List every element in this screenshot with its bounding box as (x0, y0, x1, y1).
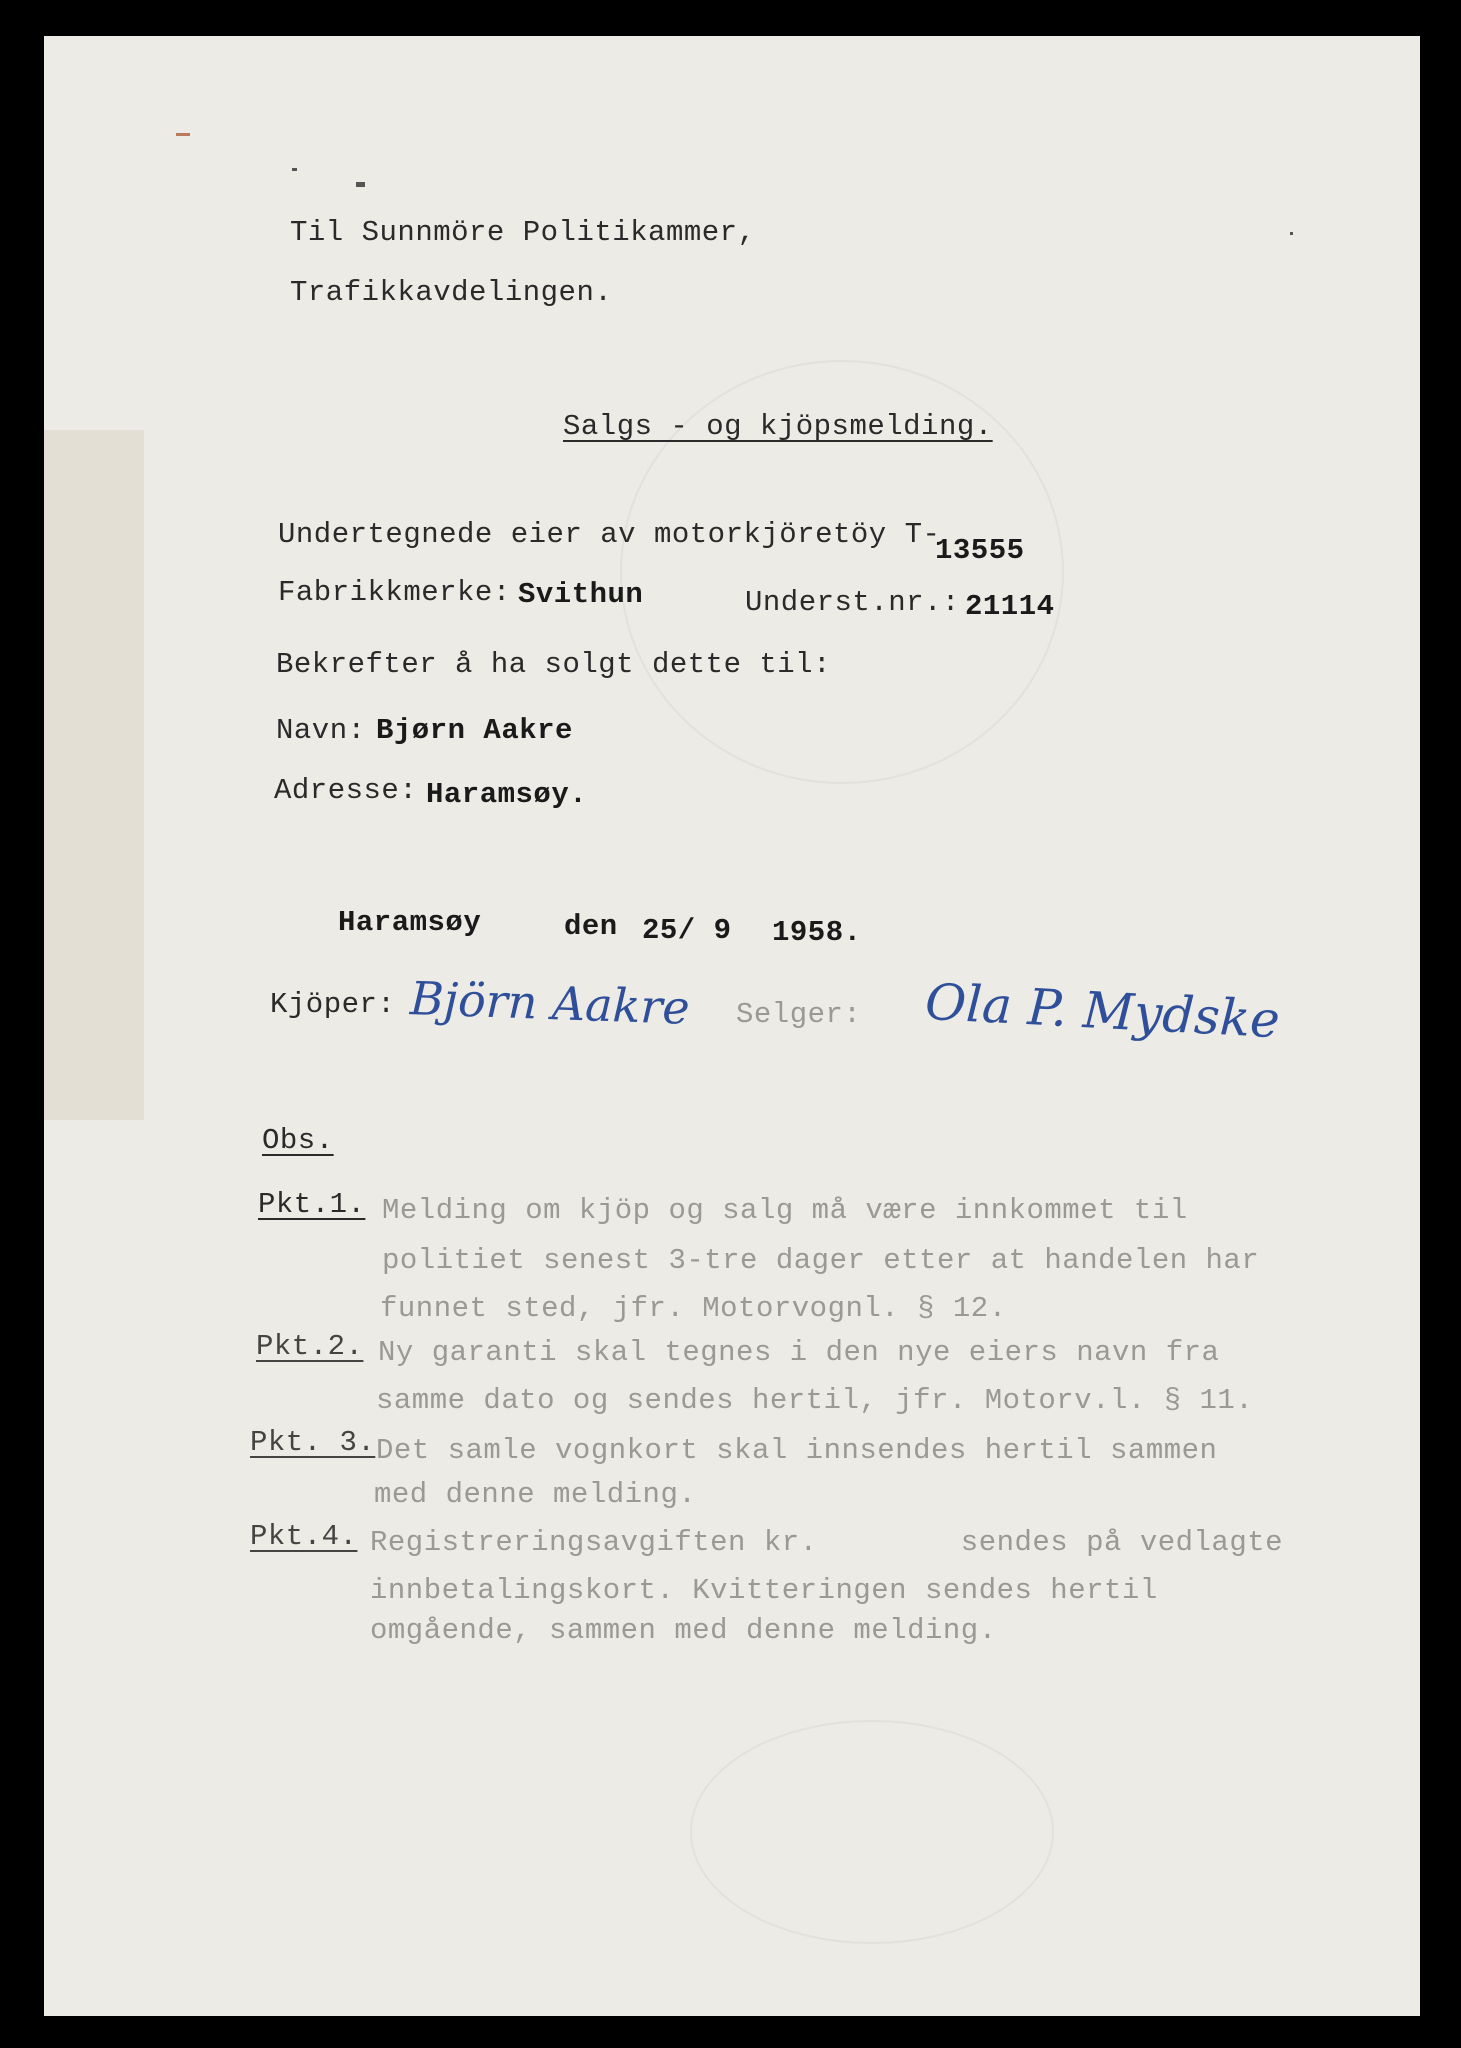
vehicle-reg-number: 13555 (935, 534, 1025, 567)
make-value: Svithun (518, 578, 644, 611)
ink-mark (176, 133, 190, 136)
date-prefix: den (564, 910, 618, 943)
note-1-line-2: politiet senest 3-tre dager etter at handelen har (382, 1244, 1260, 1277)
note-4-line-1: Registreringsavgiften kr. sendes på vedlagte (370, 1526, 1284, 1559)
recipient-line-1: Til Sunnmöre Politikammer, (290, 216, 756, 249)
document-title: Salgs - og kjöpsmelding. (563, 410, 993, 443)
owner-label: Undertegnede eier av motorkjöretöy T- (278, 518, 941, 551)
place: Haramsøy (338, 906, 482, 939)
note-2-line-2: samme dato og sendes hertil, jfr. Motorv.l. § 11. (376, 1384, 1254, 1417)
note-3-label: Pkt. 3. (250, 1426, 376, 1459)
date-value: 25/ 9 (642, 914, 732, 947)
seller-signature: Ola P. Mydske (923, 972, 1282, 1050)
note-3-line-2: med denne melding. (374, 1478, 697, 1511)
note-1-label: Pkt.1. (258, 1188, 366, 1221)
make-label: Fabrikkmerke: (278, 576, 511, 609)
note-2-line-1: Ny garanti skal tegnes i den nye eiers navn fra (378, 1336, 1220, 1369)
chassis-label: Underst.nr.: (745, 586, 960, 619)
note-4-line-2: innbetalingskort. Kvitteringen sendes hertil (370, 1574, 1158, 1607)
tape-stain (44, 430, 144, 1120)
note-2-label: Pkt.2. (256, 1330, 364, 1363)
note-1-line-3: funnet sted, jfr. Motorvognl. § 12. (380, 1292, 1007, 1325)
seller-label: Selger: (736, 998, 862, 1031)
chassis-value: 21114 (965, 590, 1055, 623)
note-3-line-1: Det samle vognkort skal innsendes hertil sammen (376, 1434, 1218, 1467)
obs-label: Obs. (262, 1124, 334, 1157)
address-value: Haramsøy. (426, 778, 588, 811)
ink-mark (292, 168, 297, 171)
recipient-line-2: Trafikkavdelingen. (290, 276, 613, 309)
note-1-line-1: Melding om kjöp og salg må være innkommet til (382, 1194, 1188, 1227)
note-4-line-3: omgående, sammen med denne melding. (370, 1614, 997, 1647)
ink-mark (1290, 232, 1293, 235)
buyer-signature: Björn Aakre (409, 971, 691, 1035)
note-4-label: Pkt.4. (250, 1520, 358, 1553)
year: 1958. (772, 916, 862, 949)
buyer-label: Kjöper: (270, 988, 396, 1021)
confirm-text: Bekrefter å ha solgt dette til: (276, 648, 831, 681)
watermark (690, 1720, 1054, 1944)
address-label: Adresse: (274, 774, 418, 807)
name-value: Bjørn Aakre (376, 714, 573, 747)
name-label: Navn: (276, 714, 366, 747)
ink-mark (356, 182, 365, 187)
